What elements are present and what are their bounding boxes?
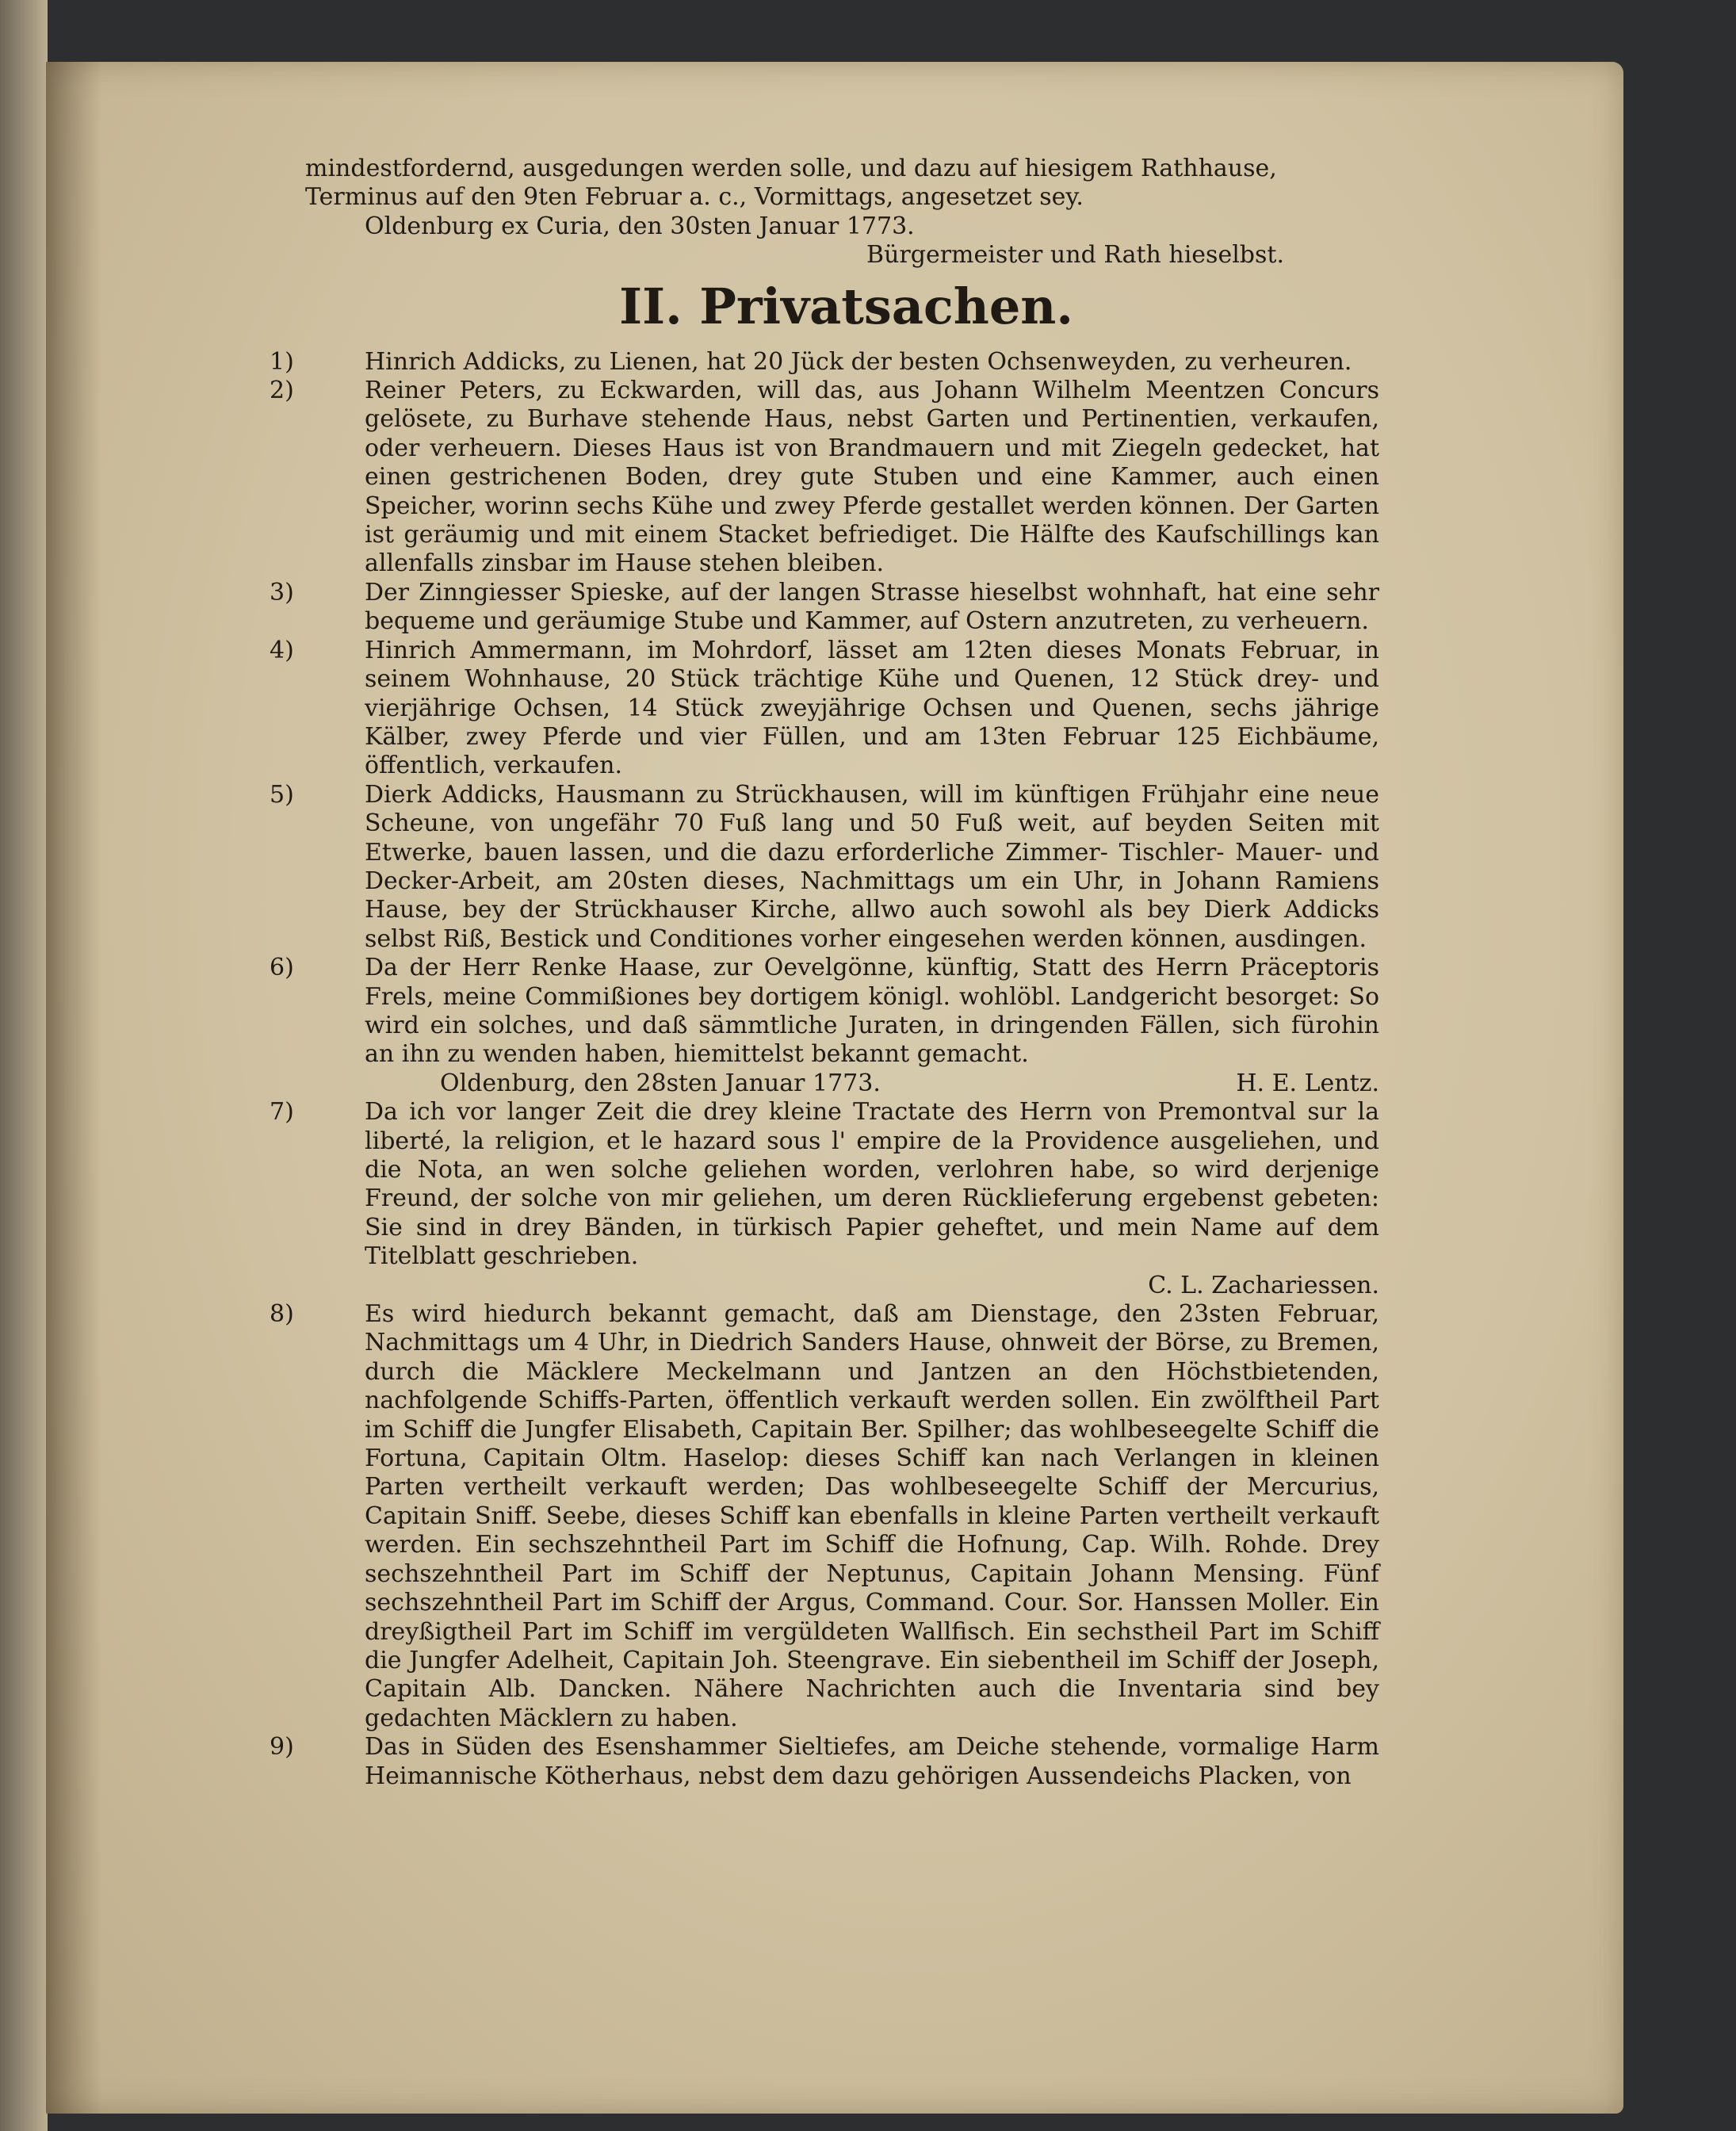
entry-number: 9) xyxy=(270,1733,294,1762)
entry-8 xyxy=(270,1300,1379,1733)
entry-number: 7) xyxy=(270,1098,294,1127)
preamble-place-date: Oldenburg ex Curia, den 30sten Januar 1773. xyxy=(365,212,915,240)
section-heading: II. Privatsachen. xyxy=(619,277,1073,335)
entry-9 xyxy=(270,1733,1379,1791)
preamble-signature: Bürgermeister und Rath hieselbst. xyxy=(866,241,1284,270)
entry-number: 6) xyxy=(270,954,294,982)
preamble-line-1: mindestfordernd, ausgedungen werden solle, und dazu auf hiesigem Rathhause, xyxy=(305,155,1277,182)
preamble-line-2: Terminus auf den 9ten Februar a. c., Vormittags, angesetzet sey. xyxy=(305,183,1084,212)
entry-3 xyxy=(270,578,1379,637)
entry-1 xyxy=(270,347,1379,377)
entry-signature: H. E. Lentz. xyxy=(1236,1069,1379,1097)
entry-signature: C. L. Zachariessen. xyxy=(1148,1271,1379,1299)
entry-text: Der Zinngiesser Spieske, auf der langen Strasse hieselbst wohnhaft, hat eine sehr bequeme und geräumige Stube und Kammer, auf Ostern anzutreten, zu verheuern. xyxy=(365,578,1379,636)
entry-number: 2) xyxy=(270,377,294,405)
previous-page-edge xyxy=(0,0,48,2131)
entry-place-date: Oldenburg, den 28sten Januar 1773. xyxy=(440,1069,881,1097)
entry-text: Da der Herr Renke Haase, zur Oevelgönne, künftig, Statt des Herrn Präceptoris Frels, meine Commißiones bey dortigem königl. wohlöbl. Landgericht besorget: So wird ein solches, und daß sämmtliche Juraten, in dringenden Fällen, sich fürohin an ihn zu wenden haben, hiemittelst bekannt gemacht. xyxy=(365,954,1379,1069)
entry-4 xyxy=(270,636,1379,781)
entry-text: Da ich vor langer Zeit die drey kleine Tractate des Herrn von Premontval sur la liberté, la religion, et le hazard sous l' empire de la Providence ausgeliehen, und die Nota, an wen solche geliehen worden, verlohren habe, so wird derjenige Freund, der solche von mir geliehen, um deren Rücklieferung ergebenst gebeten: Sie sind in drey Bänden, in türkisch Papier geheftet, und mein Name auf dem Titelblatt geschrieben. xyxy=(365,1098,1379,1271)
entry-number: 5) xyxy=(270,780,294,809)
entry-number: 4) xyxy=(270,636,294,664)
entry-text: Hinrich Addicks, zu Lienen, hat 20 Jück der besten Ochsenweyden, zu verheuren. xyxy=(365,347,1352,376)
entry-text: Hinrich Ammermann, im Mohrdorf, lässet am 12ten dieses Monats Februar, in seinem Wohnhause, 20 Stück trächtige Kühe und Quenen, 12 Stück drey- und vierjährige Ochsen, 14 Stück zweyjährige Ochsen und Quenen, sechs jährige Kälber, zwey Pferde und vier Füllen, und am 13ten Februar 125 Eichbäume, öffentlich, verkaufen. xyxy=(365,636,1379,780)
entry-text: Dierk Addicks, Hausmann zu Strückhausen, will im künftigen Frühjahr eine neue Scheune, von ungefähr 70 Fuß lang und 50 Fuß weit, auf beyden Seiten mit Etwerke, bauen lassen, und die dazu erforderliche Zimmer- Tischler- Mauer- und Decker-Arbeit, am 20sten dieses, Nachmittags um ein Uhr, in Johann Ramiens Hause, bey der Strückhauser Kirche, allwo auch sowohl als bey Dierk Addicks selbst Riß, Bestick und Conditiones vorher eingesehen werden können, ausdingen. xyxy=(365,780,1379,953)
entry-number: 8) xyxy=(270,1300,294,1329)
page-text-block xyxy=(270,155,1379,1791)
entry-number: 3) xyxy=(270,578,294,606)
entry-6-signature-line xyxy=(365,1069,1379,1098)
entry-7-signature-line xyxy=(365,1272,1379,1300)
entry-text: Es wird hiedurch bekannt gemacht, daß am Dienstage, den 23sten Februar, Nachmittags um 4 Uhr, in Diedrich Sanders Hause, ohnweit der Börse, zu Bremen, durch die Mäcklere Meckelmann und Jantzen an den Höchstbietenden, nachfolgende Schiffs-Parten, öffentlich verkauft werden sollen. Ein zwölftheil Part im Schiff die Jungfer Elisabeth, Capitain Ber. Spilher; das wohlbeseegelte Schiff die Fortuna, Capitain Oltm. Haselop: dieses Schiff kan nach Verlangen in kleinen Parten vertheilt verkauft werden; Das wohlbeseegelte Schiff der Mercurius, Capitain Sniff. Seebe, dieses Schiff kan ebenfalls in kleine Parten vertheilt verkauft werden. Ein sechszehntheil Part im Schiff die Hofnung, Cap. Wilh. Rohde. Drey sechszehntheil Part im Schiff der Neptunus, Capitain Johann Mensing. Fünf sechszehntheil Part im Schiff der Argus, Command. Cour. Sor. Hanssen Moller. Ein dreyßigtheil Part im Schiff im vergüldeten Wallfisch. Ein sechstheil Part im Schiff die Jungfer Adelheit, Capitain Joh. Steengrave. Ein siebentheil im Schiff der Joseph, Capitain Alb. Dancken. Nähere Nachrichten auch die Inventaria sind bey gedachten Mäcklern zu haben. xyxy=(365,1300,1379,1732)
entry-number: 1) xyxy=(270,347,294,376)
entry-2 xyxy=(270,377,1379,579)
entry-text: Reiner Peters, zu Eckwarden, will das, aus Johann Wilhelm Meentzen Concurs gelösete, zu Burhave stehende Haus, nebst Garten und Pertinentien, verkaufen, oder verheuern. Dieses Haus ist von Brandmauern und mit Ziegeln gedecket, hat einen gestrichenen Boden, drey gute Stuben und eine Kammer, auch einen Speicher, worinn sechs Kühe und zwey Pferde gestallet werden können. Der Garten ist geräumig und mit einem Stacket befriediget. Die Hälfte des Kaufschillings kan allenfalls zinsbar im Hause stehen bleiben. xyxy=(365,377,1379,578)
entry-5 xyxy=(270,780,1379,954)
entry-text: Das in Süden des Esenshammer Sieltiefes, am Deiche stehende, vormalige Harm Heimannische Kötherhaus, nebst dem dazu gehörigen Aussendeichs Placken, von xyxy=(365,1733,1379,1790)
entry-7 xyxy=(270,1098,1379,1300)
entry-6 xyxy=(270,954,1379,1098)
page-gutter-shadow xyxy=(46,62,101,2114)
